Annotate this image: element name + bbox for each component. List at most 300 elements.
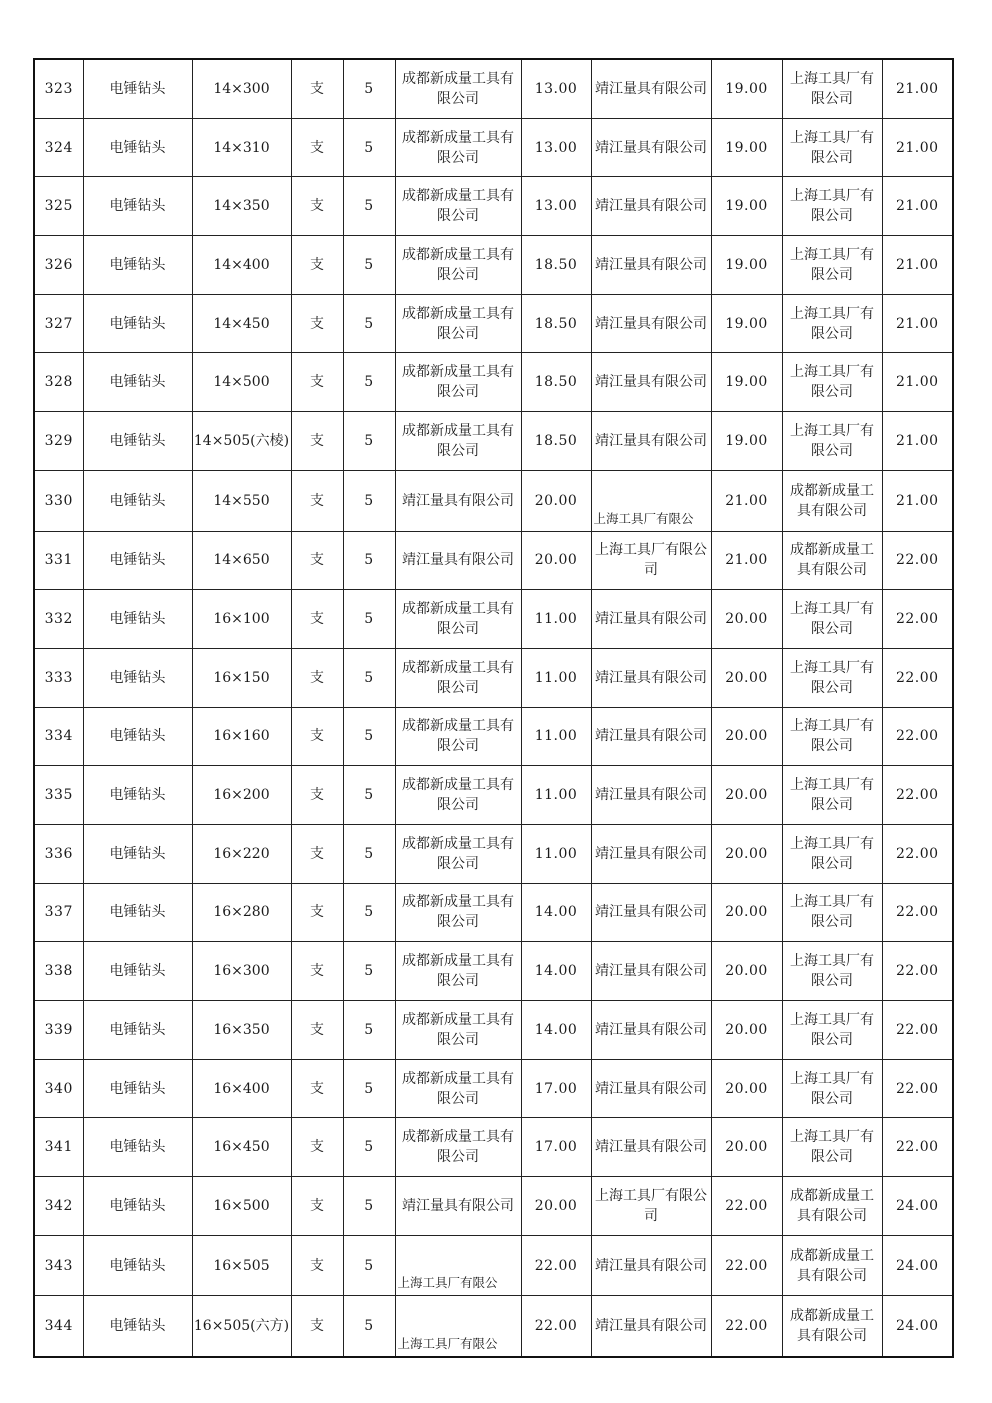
price-2: 20.00 [711,1059,782,1118]
supplier-3-text: 成都新成量工具有限公司 [790,482,874,519]
table-row [34,707,953,766]
item-unit: 支 [291,824,343,883]
table-row [34,59,953,118]
supplier-2 [591,766,711,825]
item-spec: 14×500 [192,353,291,412]
item-unit: 支 [291,883,343,942]
table-row [34,883,953,942]
item-unit: 支 [291,353,343,412]
item-unit: 支 [291,177,343,236]
supplier-3 [782,1118,882,1177]
row-number: 323 [34,59,83,118]
supplier-3 [782,766,882,825]
supplier-1 [395,412,521,471]
supplier-1-text: 成都新成量工具有限公司 [402,246,514,283]
supplier-1: 上海工具厂有限公 [395,1296,521,1357]
supplier-3-text: 上海工具厂有限公司 [790,601,874,638]
item-spec: 14×450 [192,294,291,353]
price-2: 20.00 [711,824,782,883]
supplier-3-text: 上海工具厂有限公司 [790,422,874,459]
item-unit: 支 [291,236,343,295]
item-spec: 16×280 [192,883,291,942]
supplier-3-text: 上海工具厂有限公司 [790,777,874,814]
supplier-2-text: 靖江量具有限公司 [595,1080,707,1097]
supplier-1-text: 成都新成量工具有限公司 [402,601,514,638]
supplier-3 [782,707,882,766]
supplier-1 [395,531,521,590]
supplier-2 [591,1235,711,1296]
price-2: 20.00 [711,942,782,1001]
price-1: 11.00 [521,590,591,649]
item-quantity: 5 [343,353,395,412]
row-number: 336 [34,824,83,883]
price-2: 20.00 [711,590,782,649]
price-1: 18.50 [521,353,591,412]
supplier-2 [591,236,711,295]
supplier-2-text: 靖江量具有限公司 [595,728,707,745]
supplier-3 [782,1296,882,1357]
price-3: 21.00 [882,236,953,295]
table-row [34,1296,953,1357]
supplier-3 [782,1177,882,1236]
supplier-1 [395,177,521,236]
supplier-3-text: 成都新成量工具有限公司 [790,1187,874,1224]
price-1: 22.00 [521,1235,591,1296]
supplier-2-text: 靖江量具有限公司 [595,669,707,686]
item-unit: 支 [291,1235,343,1296]
table-row [34,1118,953,1177]
supplier-2-text: 靖江量具有限公司 [595,1139,707,1156]
supplier-3 [782,118,882,177]
supplier-1 [395,118,521,177]
item-name: 电锤钻头 [83,648,192,707]
row-number: 333 [34,648,83,707]
item-spec: 14×650 [192,531,291,590]
supplier-2 [591,118,711,177]
item-unit: 支 [291,1296,343,1357]
item-name: 电锤钻头 [83,1001,192,1060]
supplier-1-text: 成都新成量工具有限公司 [402,188,514,225]
row-number: 329 [34,412,83,471]
supplier-1 [395,294,521,353]
supplier-2: 上海工具厂有限公 [591,470,711,531]
supplier-2 [591,942,711,1001]
supplier-2-text: 上海工具厂有限公司 [595,542,707,579]
supplier-1 [395,1001,521,1060]
supplier-2-text: 靖江量具有限公司 [595,787,707,804]
row-number: 344 [34,1296,83,1357]
supplier-1 [395,470,521,531]
supplier-2 [591,177,711,236]
supplier-3-text: 上海工具厂有限公司 [790,1129,874,1166]
price-1: 11.00 [521,824,591,883]
item-unit: 支 [291,707,343,766]
item-spec: 16×400 [192,1059,291,1118]
supplier-2-text: 靖江量具有限公司 [595,139,707,156]
price-1: 11.00 [521,707,591,766]
supplier-1 [395,883,521,942]
table-row [34,590,953,649]
price-3: 21.00 [882,177,953,236]
supplier-3-text: 成都新成量工具有限公司 [790,542,874,579]
table-row [34,353,953,412]
supplier-3-text: 上海工具厂有限公司 [790,894,874,931]
supplier-1 [395,236,521,295]
price-3: 22.00 [882,590,953,649]
supplier-2 [591,531,711,590]
table-row [34,294,953,353]
price-1: 20.00 [521,1177,591,1236]
price-3: 21.00 [882,412,953,471]
price-3: 24.00 [882,1296,953,1357]
price-1: 20.00 [521,531,591,590]
supplier-3 [782,1059,882,1118]
table-row [34,1059,953,1118]
price-1: 11.00 [521,648,591,707]
item-spec: 16×300 [192,942,291,1001]
price-3: 22.00 [882,942,953,1001]
price-1: 17.00 [521,1059,591,1118]
supplier-2-text: 靖江量具有限公司 [595,256,707,273]
price-comparison-table [33,58,954,1358]
item-spec: 16×220 [192,824,291,883]
item-quantity: 5 [343,1235,395,1296]
item-quantity: 5 [343,1177,395,1236]
table-row [34,1177,953,1236]
price-2: 22.00 [711,1296,782,1357]
price-1: 13.00 [521,177,591,236]
item-name: 电锤钻头 [83,766,192,825]
supplier-2-text: 靖江量具有限公司 [595,315,707,332]
item-spec: 14×550 [192,470,291,531]
row-number: 330 [34,470,83,531]
supplier-2 [591,412,711,471]
table-row [34,118,953,177]
price-3: 22.00 [882,1059,953,1118]
item-spec: 16×505(六方) [192,1296,291,1357]
supplier-2-text: 靖江量具有限公司 [595,1257,707,1274]
price-1: 18.50 [521,412,591,471]
supplier-2-text: 靖江量具有限公司 [595,904,707,921]
row-number: 324 [34,118,83,177]
item-name: 电锤钻头 [83,707,192,766]
price-3: 22.00 [882,1118,953,1177]
item-quantity: 5 [343,1296,395,1357]
item-spec: 16×100 [192,590,291,649]
item-spec: 16×150 [192,648,291,707]
item-quantity: 5 [343,470,395,531]
item-name: 电锤钻头 [83,470,192,531]
price-1: 14.00 [521,883,591,942]
supplier-1-text: 成都新成量工具有限公司 [402,364,514,401]
supplier-1 [395,1059,521,1118]
supplier-1 [395,707,521,766]
item-spec: 16×160 [192,707,291,766]
supplier-3 [782,236,882,295]
item-quantity: 5 [343,1001,395,1060]
price-3: 21.00 [882,59,953,118]
price-1: 14.00 [521,942,591,1001]
supplier-2 [591,590,711,649]
item-spec: 14×505(六棱) [192,412,291,471]
item-name: 电锤钻头 [83,1059,192,1118]
item-quantity: 5 [343,707,395,766]
supplier-3-text: 上海工具厂有限公司 [790,246,874,283]
item-spec: 16×350 [192,1001,291,1060]
price-1: 14.00 [521,1001,591,1060]
item-quantity: 5 [343,1118,395,1177]
item-name: 电锤钻头 [83,942,192,1001]
supplier-3-text: 上海工具厂有限公司 [790,1070,874,1107]
price-2: 19.00 [711,59,782,118]
item-quantity: 5 [343,648,395,707]
item-unit: 支 [291,59,343,118]
price-2: 19.00 [711,236,782,295]
supplier-3-text: 上海工具厂有限公司 [790,953,874,990]
supplier-1-text: 成都新成量工具有限公司 [402,953,514,990]
supplier-3-text: 上海工具厂有限公司 [790,659,874,696]
item-quantity: 5 [343,942,395,1001]
supplier-1-text: 成都新成量工具有限公司 [402,422,514,459]
item-quantity: 5 [343,531,395,590]
item-name: 电锤钻头 [83,531,192,590]
supplier-3 [782,883,882,942]
price-2: 19.00 [711,177,782,236]
item-unit: 支 [291,294,343,353]
item-name: 电锤钻头 [83,294,192,353]
row-number: 325 [34,177,83,236]
supplier-3-text: 上海工具厂有限公司 [790,835,874,872]
supplier-2 [591,59,711,118]
item-name: 电锤钻头 [83,177,192,236]
supplier-1-text: 成都新成量工具有限公司 [402,1070,514,1107]
supplier-3 [782,470,882,531]
item-spec: 14×350 [192,177,291,236]
supplier-1 [395,353,521,412]
item-quantity: 5 [343,177,395,236]
supplier-1-text: 成都新成量工具有限公司 [402,894,514,931]
supplier-1 [395,1177,521,1236]
table-row [34,470,953,531]
price-1: 20.00 [521,470,591,531]
row-number: 342 [34,1177,83,1236]
price-2: 20.00 [711,1001,782,1060]
price-2: 20.00 [711,648,782,707]
price-1: 13.00 [521,59,591,118]
supplier-2-text: 上海工具厂有限公司 [595,1187,707,1224]
item-spec: 16×200 [192,766,291,825]
row-number: 327 [34,294,83,353]
item-name: 电锤钻头 [83,1296,192,1357]
table-row [34,531,953,590]
item-unit: 支 [291,1001,343,1060]
supplier-1-text: 靖江量具有限公司 [402,552,514,569]
row-number: 340 [34,1059,83,1118]
price-3: 22.00 [882,648,953,707]
price-2: 19.00 [711,412,782,471]
table-row [34,412,953,471]
supplier-2 [591,294,711,353]
supplier-1-text: 成都新成量工具有限公司 [402,1011,514,1048]
item-quantity: 5 [343,294,395,353]
supplier-3-text: 上海工具厂有限公司 [790,70,874,107]
table-row [34,1235,953,1296]
item-spec: 16×450 [192,1118,291,1177]
item-quantity: 5 [343,590,395,649]
table-row [34,177,953,236]
supplier-3 [782,1001,882,1060]
price-3: 22.00 [882,1001,953,1060]
price-3: 22.00 [882,883,953,942]
supplier-3-text: 成都新成量工具有限公司 [790,1308,874,1345]
item-name: 电锤钻头 [83,1118,192,1177]
supplier-2-text: 靖江量具有限公司 [595,611,707,628]
table-row [34,942,953,1001]
supplier-1-text: 成都新成量工具有限公司 [402,835,514,872]
price-3: 21.00 [882,118,953,177]
supplier-2 [591,883,711,942]
supplier-2-text: 靖江量具有限公司 [595,198,707,215]
item-quantity: 5 [343,236,395,295]
item-unit: 支 [291,648,343,707]
supplier-3 [782,824,882,883]
price-1: 11.00 [521,766,591,825]
supplier-2-text: 靖江量具有限公司 [595,845,707,862]
item-spec: 14×310 [192,118,291,177]
supplier-1 [395,1118,521,1177]
price-2: 21.00 [711,531,782,590]
supplier-3-text: 上海工具厂有限公司 [790,305,874,342]
price-3: 22.00 [882,707,953,766]
row-number: 335 [34,766,83,825]
item-unit: 支 [291,1059,343,1118]
item-quantity: 5 [343,824,395,883]
supplier-2-text: 靖江量具有限公司 [595,963,707,980]
price-3: 21.00 [882,470,953,531]
price-3: 21.00 [882,294,953,353]
supplier-3 [782,648,882,707]
supplier-2 [591,824,711,883]
supplier-3 [782,590,882,649]
table-row [34,766,953,825]
supplier-2-text: 靖江量具有限公司 [595,374,707,391]
price-2: 19.00 [711,294,782,353]
supplier-3-text: 上海工具厂有限公司 [790,1011,874,1048]
item-spec: 14×300 [192,59,291,118]
supplier-1-text: 靖江量具有限公司 [402,1197,514,1214]
price-2: 20.00 [711,707,782,766]
row-number: 328 [34,353,83,412]
price-3: 24.00 [882,1235,953,1296]
supplier-1 [395,590,521,649]
supplier-2 [591,1296,711,1357]
price-2: 20.00 [711,1118,782,1177]
price-2: 20.00 [711,766,782,825]
item-unit: 支 [291,1118,343,1177]
item-name: 电锤钻头 [83,353,192,412]
price-2: 22.00 [711,1177,782,1236]
supplier-2 [591,1177,711,1236]
item-unit: 支 [291,590,343,649]
table-row [34,236,953,295]
supplier-3 [782,294,882,353]
supplier-1-text: 成都新成量工具有限公司 [402,305,514,342]
supplier-2-text: 靖江量具有限公司 [595,1021,707,1038]
row-number: 337 [34,883,83,942]
price-3: 22.00 [882,824,953,883]
supplier-1-text: 靖江量具有限公司 [402,492,514,509]
price-1: 13.00 [521,118,591,177]
item-unit: 支 [291,412,343,471]
table-row [34,1001,953,1060]
row-number: 339 [34,1001,83,1060]
item-spec: 16×500 [192,1177,291,1236]
supplier-2 [591,353,711,412]
price-1: 17.00 [521,1118,591,1177]
supplier-3 [782,353,882,412]
table-row [34,648,953,707]
item-name: 电锤钻头 [83,824,192,883]
supplier-1-text: 成都新成量工具有限公司 [402,718,514,755]
row-number: 343 [34,1235,83,1296]
supplier-1 [395,942,521,1001]
supplier-3-text: 上海工具厂有限公司 [790,188,874,225]
item-quantity: 5 [343,1059,395,1118]
price-1: 18.50 [521,294,591,353]
item-name: 电锤钻头 [83,118,192,177]
price-2: 19.00 [711,118,782,177]
supplier-3 [782,942,882,1001]
item-unit: 支 [291,942,343,1001]
supplier-3 [782,412,882,471]
supplier-1 [395,59,521,118]
supplier-2 [591,1118,711,1177]
price-3: 22.00 [882,531,953,590]
price-2: 21.00 [711,470,782,531]
item-unit: 支 [291,470,343,531]
supplier-2 [591,707,711,766]
supplier-3-text: 成都新成量工具有限公司 [790,1247,874,1284]
item-quantity: 5 [343,766,395,825]
supplier-3-text: 上海工具厂有限公司 [790,718,874,755]
supplier-2-text: 靖江量具有限公司 [595,80,707,97]
supplier-1-text: 成都新成量工具有限公司 [402,129,514,166]
item-name: 电锤钻头 [83,590,192,649]
table-row [34,824,953,883]
supplier-2-text: 靖江量具有限公司 [595,1318,707,1335]
item-quantity: 5 [343,412,395,471]
supplier-1 [395,824,521,883]
supplier-1 [395,766,521,825]
supplier-3 [782,1235,882,1296]
item-spec: 14×400 [192,236,291,295]
price-3: 22.00 [882,766,953,825]
row-number: 331 [34,531,83,590]
supplier-2-text: 靖江量具有限公司 [595,432,707,449]
table-body [34,59,953,1357]
row-number: 326 [34,236,83,295]
item-unit: 支 [291,118,343,177]
price-3: 24.00 [882,1177,953,1236]
supplier-2 [591,648,711,707]
item-quantity: 5 [343,883,395,942]
supplier-1-text: 成都新成量工具有限公司 [402,777,514,814]
item-unit: 支 [291,1177,343,1236]
supplier-3 [782,177,882,236]
supplier-1: 上海工具厂有限公 [395,1235,521,1296]
row-number: 334 [34,707,83,766]
item-name: 电锤钻头 [83,59,192,118]
